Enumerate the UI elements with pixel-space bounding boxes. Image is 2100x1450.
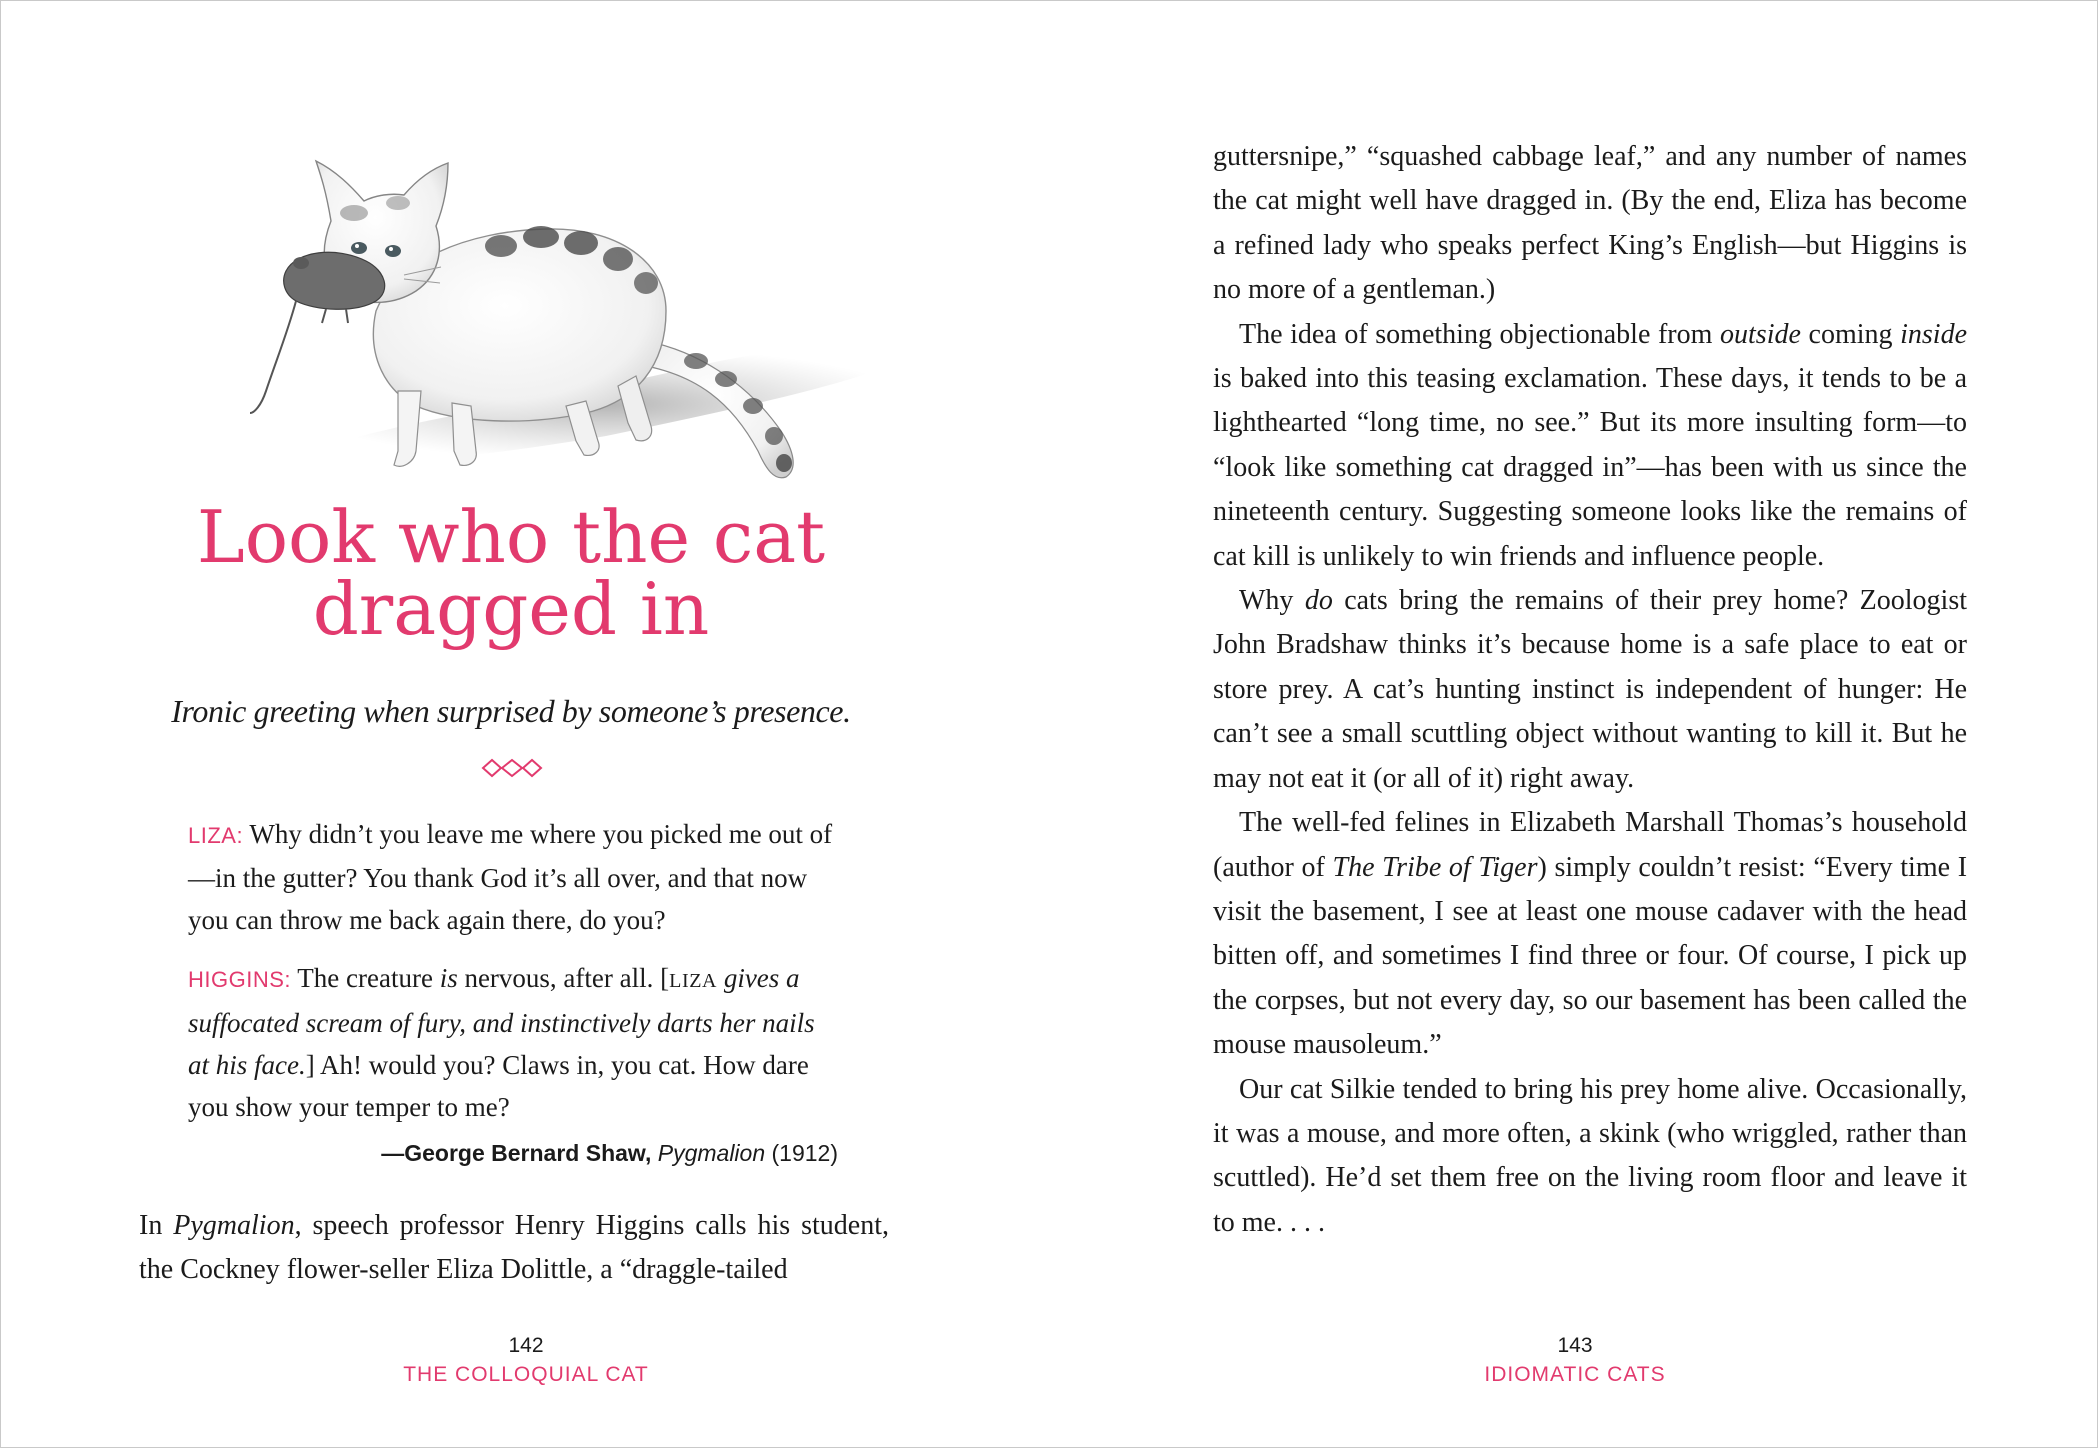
- stage-character-name: LIZA: [669, 970, 718, 992]
- attribution-author: —George Bernard Shaw,: [381, 1140, 652, 1166]
- emphasis-text: do: [1304, 585, 1333, 617]
- quote-attribution: [188, 1137, 838, 1169]
- attribution-year: (1912): [771, 1140, 838, 1166]
- body-paragraph: [1213, 313, 1967, 579]
- speaker-label: HIGGINS:: [188, 967, 292, 992]
- entry-title-line1: Look who the cat: [196, 495, 826, 579]
- kitten-carrying-mouse-illustration: [226, 151, 926, 491]
- body-text: is baked into this teasing exclamation. These days, it tends to be a lighthearted “long time, no see.” But its more insulting form—to “look like something cat dragged in”—has been with us since the nineteenth century. Suggesting someone looks like the remains of cat kill is unlikely to win friends and influence people.: [1213, 363, 1967, 572]
- body-text-column: [1213, 135, 1967, 1245]
- body-paragraph: Our cat Silkie tended to bring his prey home alive. Occasionally, it was a mouse, and more often, a skink (who wriggled, rather than scuttled). He’d set them free on the living room floor and leave it to me. . . .: [1213, 1073, 1967, 1238]
- body-text: The idea of something objectionable from: [1239, 318, 1713, 350]
- dialogue-line: [188, 813, 838, 941]
- entry-definition: Ironic greeting when surprised by someone’s presence.: [171, 693, 851, 729]
- speaker-label: LIZA:: [188, 823, 244, 848]
- entry-title-line2: dragged in: [312, 567, 710, 651]
- speech-text: ] Ah! would you? Claws in, you cat. How dare you show your temper to me?: [188, 1050, 809, 1122]
- running-footer: IDIOMATIC CATS: [1484, 1363, 1666, 1386]
- body-text: ) simply couldn’t resist: “Every time I visit the basement, I see at least one mouse cadaver with the head bitten off, and sometimes I find three or four. Of course, I pick up the corpses, but not every day, so our basement has been called the mouse mausoleum.”: [1213, 851, 1968, 1061]
- body-paragraph: [1213, 801, 1967, 1067]
- emphasis-text: inside: [1900, 318, 1968, 350]
- body-paragraph: [1213, 579, 1967, 801]
- running-footer: THE COLLOQUIAL CAT: [403, 1363, 649, 1386]
- body-paragraph: [139, 1204, 889, 1292]
- attribution-work: Pygmalion: [657, 1140, 766, 1166]
- mouse-tail: [250, 301, 296, 413]
- page-number: 143: [1557, 1334, 1593, 1357]
- body-text: cats bring the remains of their prey home? Zoologist John Bradshaw thinks it’s because home is a safe place to eat or store prey. A cat’s hunting instinct is independent of hunger: He can’t see a small scuttling object without wanting to kill it. But he may not eat it (or all of it) right away.: [1213, 585, 1967, 794]
- work-title: Pygmalion: [173, 1210, 295, 1241]
- work-title: The Tribe of Tiger: [1332, 851, 1538, 883]
- page-number: 142: [508, 1334, 544, 1357]
- triple-diamond-ornament-icon: [481, 757, 543, 779]
- body-text: coming: [1808, 318, 1893, 350]
- entry-title: [181, 495, 841, 651]
- quoted-dialogue: [188, 813, 838, 1128]
- body-text: Why: [1239, 585, 1294, 617]
- dialogue-line: [188, 957, 838, 1128]
- left-page: [1, 1, 1051, 1447]
- stage-direction: gives a suffocated scream of fury, and instinctively darts her nails at his face.: [188, 963, 815, 1080]
- body-text: The well-fed felines in Elizabeth Marshall Thomas’s household (author of: [1213, 807, 1967, 883]
- body-paragraph: guttersnipe,” “squashed cabbage leaf,” and any number of names the cat might well have dragged in. (By the end, Eliza has become a refined lady who speaks perfect King’s English—but Higgins is no more of a gentleman.): [1213, 141, 1967, 306]
- body-text: , speech professor Henry Higgins calls his student, the Cockney flower-seller Eliza Dolittle, a “draggle-tailed: [139, 1210, 890, 1285]
- speech-text: The creature: [297, 963, 433, 993]
- emphasis-text: outside: [1720, 318, 1801, 350]
- speech-text: nervous, after all. [: [464, 963, 670, 993]
- speech-text: Why didn’t you leave me where you picked me out of—in the gutter? You thank God it’s all over, and that now you can throw me back again there, do you?: [188, 819, 833, 935]
- body-text: In: [139, 1210, 163, 1241]
- right-page: [1051, 1, 2099, 1447]
- emphasis-text: is: [439, 963, 458, 993]
